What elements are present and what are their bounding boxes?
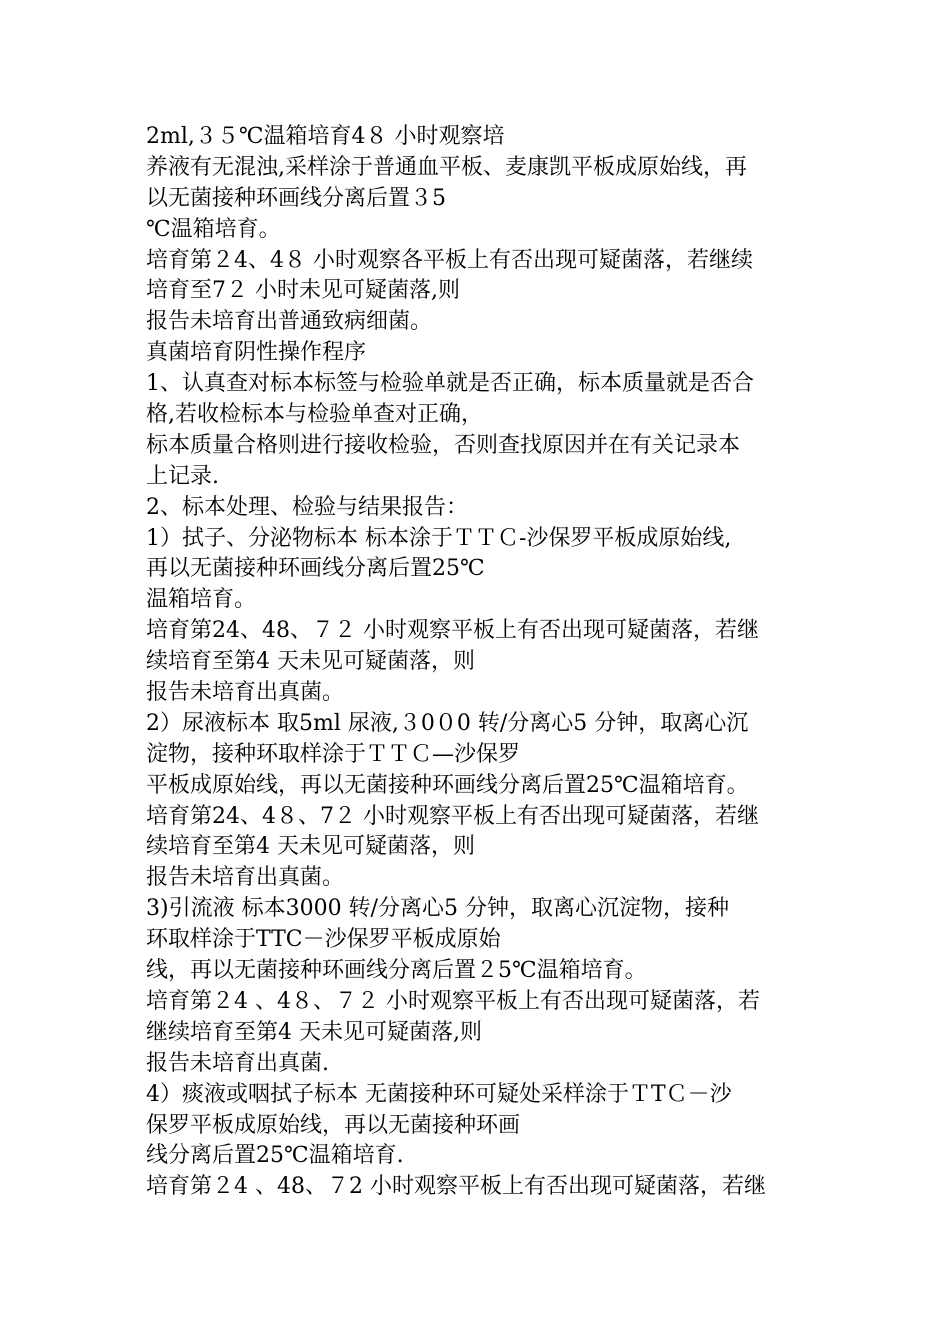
text-line: 3)引流液 标本3000 转/分离心5 分钟，取离心沉淀物，接种 xyxy=(146,896,729,922)
text-line: 线，再以无菌接种环画线分离后置２5℃温箱培育。 xyxy=(146,958,647,984)
text-line: 培育第２4、4８ 小时观察各平板上有否出现可疑菌落，若继续 xyxy=(146,247,753,273)
text-line: 续培育至第4 天未见可疑菌落，则 xyxy=(146,834,475,860)
text-line: 培育第２4 、4８、７２ 小时观察平板上有否出现可疑菌落，若 xyxy=(146,988,760,1014)
text-line: 2ml,３５℃温箱培育4８ 小时观察培 xyxy=(146,124,505,149)
text-line: 1）拭子、分泌物标本 标本涂于ＴＴＣ-沙保罗平板成原始线, xyxy=(146,525,732,551)
text-line: 温箱培育。 xyxy=(146,587,257,613)
text-line: 格,若收检标本与检验单查对正确， xyxy=(146,402,483,428)
text-line: 报告未培育出普通致病细菌。 xyxy=(146,309,433,335)
text-line: 环取样涂于TTC－沙保罗平板成原始 xyxy=(146,927,501,953)
text-line: 平板成原始线，再以无菌接种环画线分离后置25℃温箱培育。 xyxy=(146,772,749,798)
text-line: 报告未培育出真菌。 xyxy=(146,865,345,891)
text-line: 线分离后置25℃温箱培育. xyxy=(146,1143,404,1169)
text-line: 以无菌接种环画线分离后置３5 xyxy=(146,185,446,211)
text-line: 培育第24、48、７２ 小时观察平板上有否出现可疑菌落，若继 xyxy=(146,618,759,644)
text-line: 报告未培育出真菌。 xyxy=(146,680,345,706)
text-line: 2、标本处理、检验与结果报告： xyxy=(146,494,468,520)
text-line: 继续培育至第4 天未见可疑菌落,则 xyxy=(146,1019,482,1045)
section-heading: 真菌培育阴性操作程序 xyxy=(146,340,367,366)
text-line: 培育第２4 、48、７2 小时观察平板上有否出现可疑菌落，若继 xyxy=(146,1174,766,1200)
text-line: 保罗平板成原始线，再以无菌接种环画 xyxy=(146,1112,521,1138)
text-line: 培育第24、4８、7２ 小时观察平板上有否出现可疑菌落，若继 xyxy=(146,803,759,829)
text-line: 养液有无混浊,采样涂于普通血平板、麦康凯平板成原始线，再 xyxy=(146,154,747,180)
text-line: 标本质量合格则进行接收检验，否则查找原因并在有关记录本 xyxy=(146,432,741,458)
document-body xyxy=(146,122,816,1203)
text-line: 1、认真查对标本标签与检验单就是否正确，标本质量就是否合 xyxy=(146,371,754,397)
text-line: 培育至7２ 小时未见可疑菌落,则 xyxy=(146,278,460,304)
text-line: 报告未培育出真菌. xyxy=(146,1050,329,1076)
text-line: 再以无菌接种环画线分离后置25℃ xyxy=(146,556,485,582)
text-line: 2）尿液标本 取5ml 尿液,３0０0 转/分离心5 分钟，取离心沉 xyxy=(146,710,749,736)
text-line: 淀物，接种环取样涂于ＴＴＣ—沙保罗 xyxy=(146,741,521,767)
text-line: 上记录. xyxy=(146,463,219,489)
text-line: 4）痰液或咽拭子标本 无菌接种环可疑处采样涂于ＴTＣ－沙 xyxy=(146,1081,732,1107)
text-line: 续培育至第4 天未见可疑菌落，则 xyxy=(146,649,475,675)
text-line: ℃温箱培育。 xyxy=(146,216,281,242)
